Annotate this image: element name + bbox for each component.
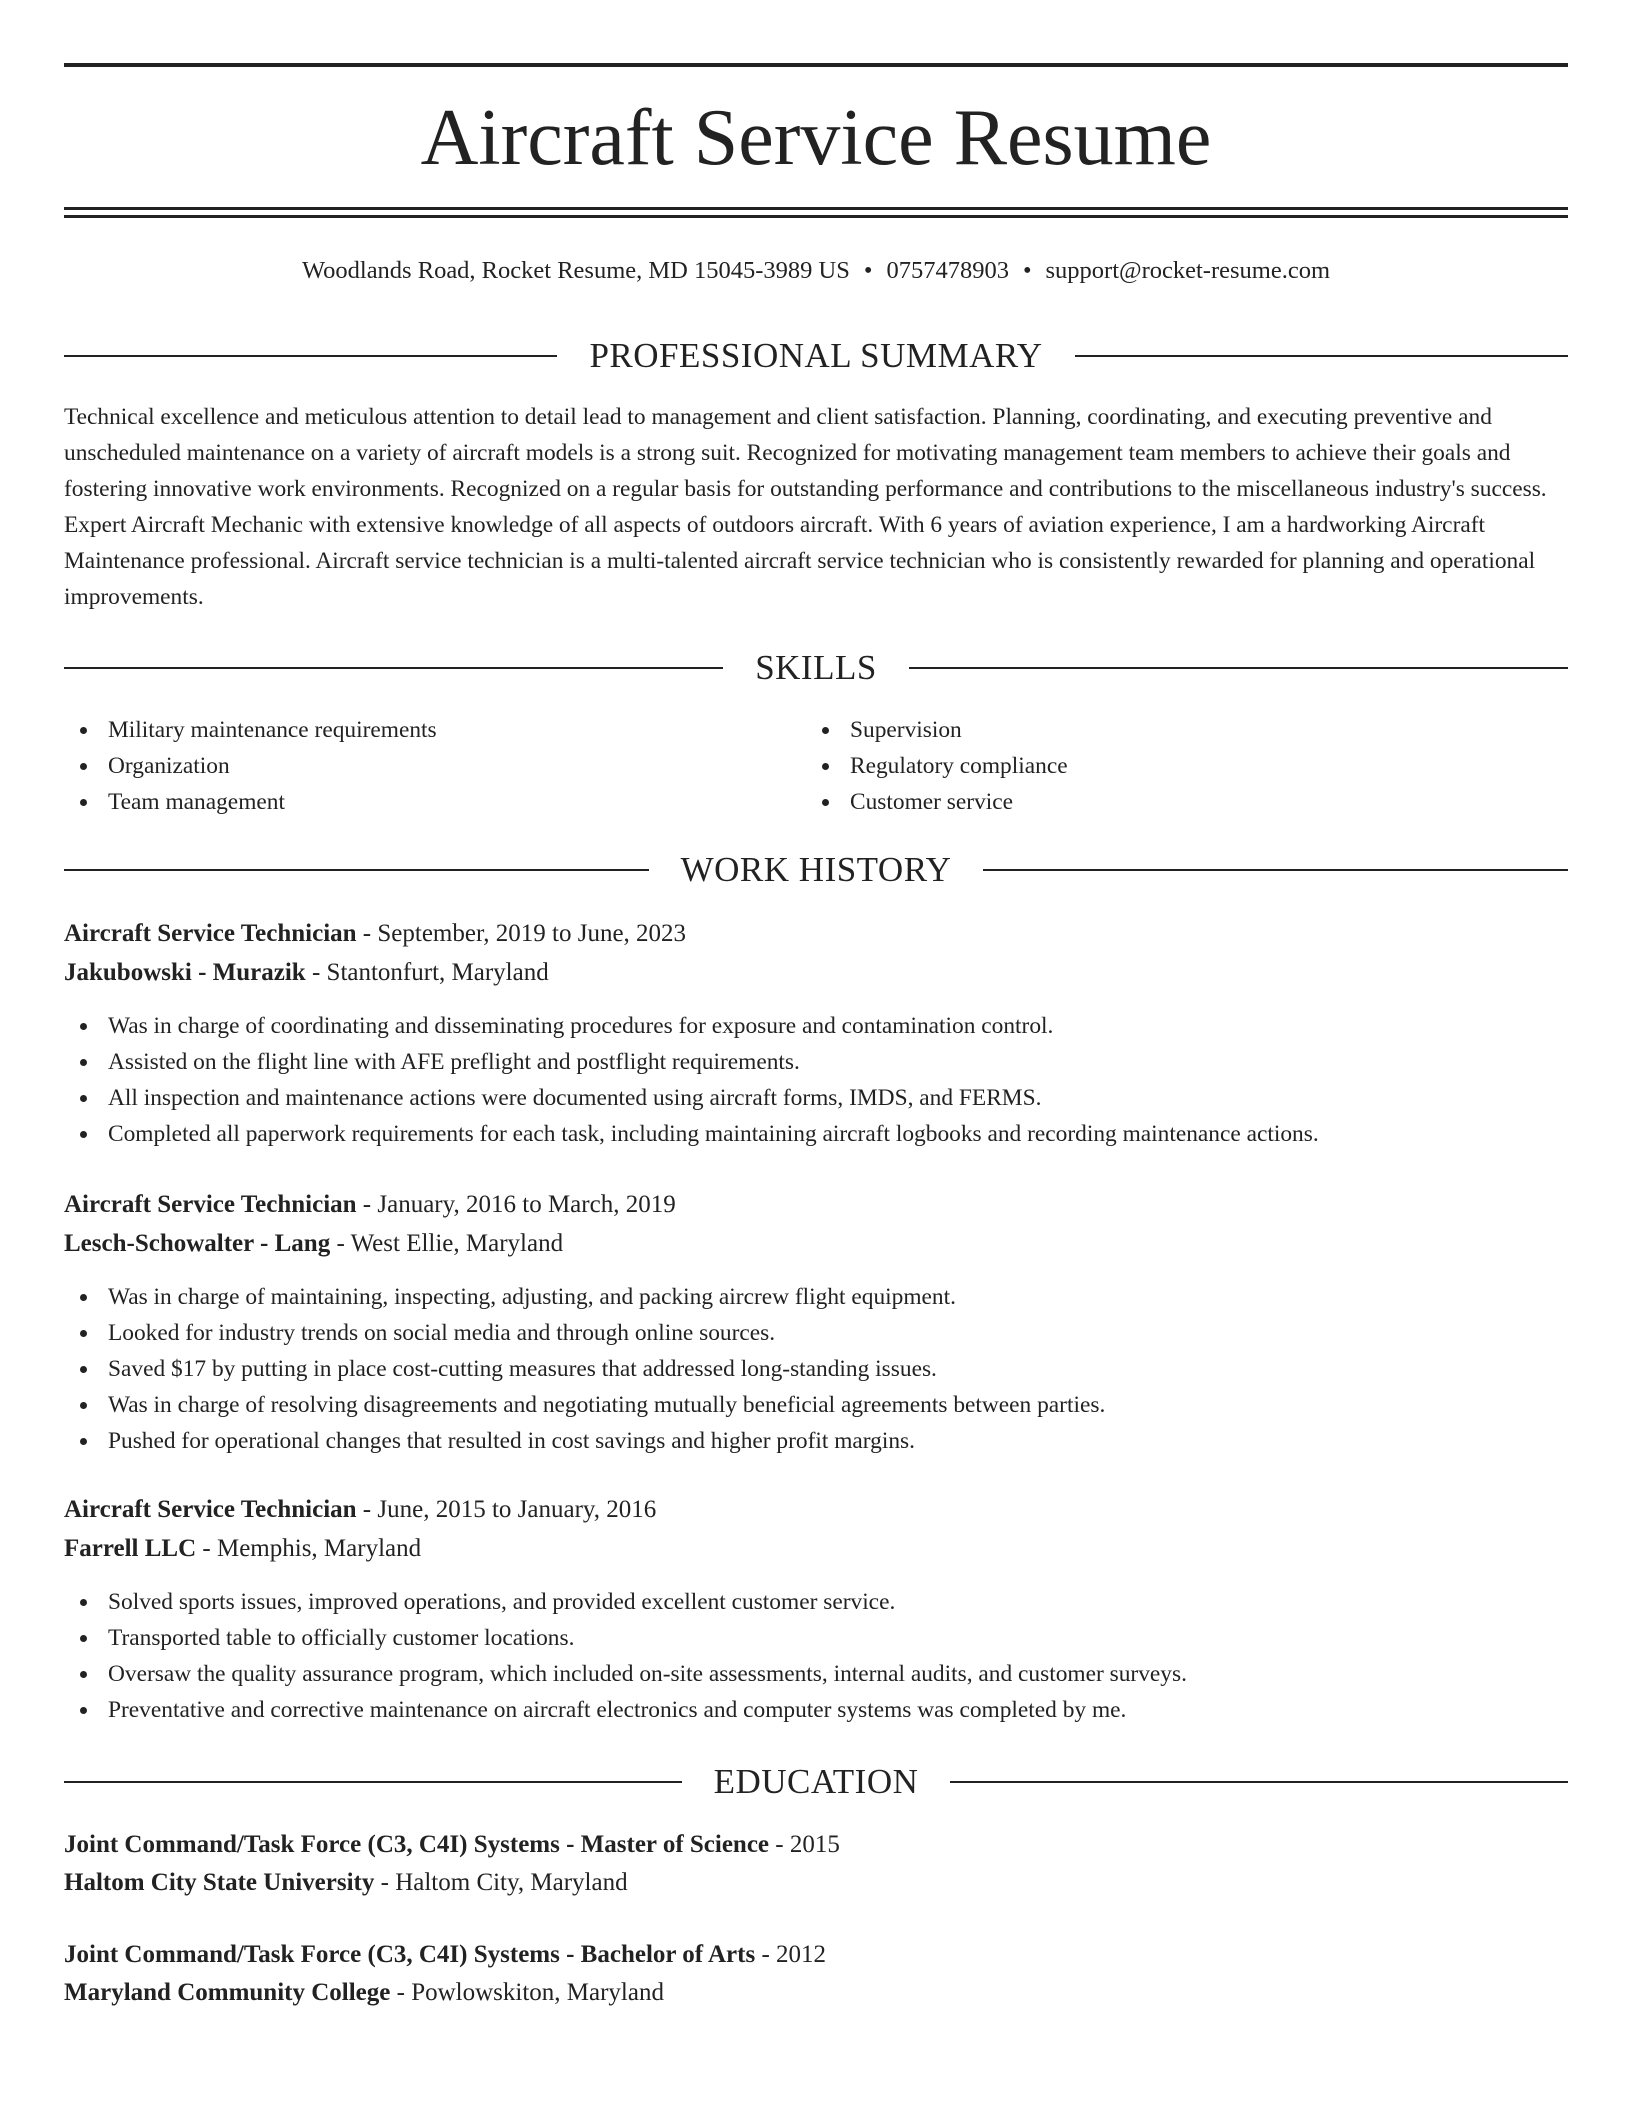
job-title: Aircraft Service Technician xyxy=(64,920,357,947)
bullet-dot xyxy=(80,1366,87,1373)
job-company-line xyxy=(64,1531,1568,1567)
title-rule-upper xyxy=(64,207,1568,210)
heading-rule xyxy=(1075,355,1568,357)
education-school-line xyxy=(64,1865,1568,1901)
bullet-dot xyxy=(822,727,829,734)
job-company: Lesch-Schowalter - Lang xyxy=(64,1230,331,1257)
item-text: Was in charge of maintaining, inspecting, adjusting, and packing aircrew flight equipment. xyxy=(108,1284,956,1310)
education-degree: Joint Command/Task Force (C3, C4I) Systems - Master of Science xyxy=(64,1831,770,1858)
job-bullets xyxy=(64,1279,1568,1459)
item-text: Solved sports issues, improved operations, and provided excellent customer service. xyxy=(108,1589,896,1615)
bullet-dot xyxy=(80,1294,87,1301)
heading-rule xyxy=(950,1781,1568,1783)
job-bullet xyxy=(64,1080,1568,1116)
item-text: Supervision xyxy=(850,717,962,743)
job-company: Jakubowski - Murazik xyxy=(64,959,306,986)
skill-item xyxy=(806,748,1506,784)
item-text: Organization xyxy=(108,753,230,779)
item-text: Was in charge of coordinating and disseminating procedures for exposure and contamination control. xyxy=(108,1013,1054,1039)
heading-rule xyxy=(64,355,557,357)
skills-right-column xyxy=(806,712,1506,820)
education-school: Maryland Community College xyxy=(64,1979,391,2006)
job-location: - West Ellie, Maryland xyxy=(330,1230,564,1257)
item-text: Looked for industry trends on social media and through online sources. xyxy=(108,1320,776,1346)
skill-item xyxy=(64,712,764,748)
item-text: Customer service xyxy=(850,789,1014,815)
bullet-dot xyxy=(80,1330,87,1337)
education-degree: Joint Command/Task Force (C3, C4I) Systems - Bachelor of Arts xyxy=(64,1941,756,1968)
bullet-dot xyxy=(80,1671,87,1678)
bullet-dot xyxy=(80,1635,87,1642)
bullet-dot xyxy=(80,763,87,770)
bullet-dot xyxy=(80,1438,87,1445)
skills-section-heading xyxy=(64,648,1568,688)
item-text: Saved $17 by putting in place cost-cutting measures that addressed long-standing issues. xyxy=(108,1356,937,1382)
education-location: - Haltom City, Maryland xyxy=(374,1869,628,1896)
job-company-line xyxy=(64,1226,1568,1262)
job-bullet xyxy=(64,1584,1568,1620)
job-location: - Stantonfurt, Maryland xyxy=(305,959,549,986)
job-bullet xyxy=(64,1692,1568,1728)
bullet-dot xyxy=(80,1402,87,1409)
item-text: Transported table to officially customer locations. xyxy=(108,1625,575,1651)
job-title-line xyxy=(64,1187,1568,1223)
education-heading: EDUCATION xyxy=(713,1762,919,1801)
education-year: - 2015 xyxy=(769,1831,840,1858)
job-bullet xyxy=(64,1116,1568,1152)
item-text: Military maintenance requirements xyxy=(108,717,437,743)
job-title: Aircraft Service Technician xyxy=(64,1191,357,1218)
bullet-dot xyxy=(80,1023,87,1030)
job-title-line xyxy=(64,1492,1568,1528)
heading-rule xyxy=(909,667,1568,669)
bullet-dot xyxy=(80,799,87,806)
job-bullet xyxy=(64,1387,1568,1423)
bullet-dot xyxy=(80,1059,87,1066)
job-bullet xyxy=(64,1351,1568,1387)
education-school: Haltom City State University xyxy=(64,1869,375,1896)
job-bullet xyxy=(64,1008,1568,1044)
job-title: Aircraft Service Technician xyxy=(64,1496,357,1523)
job-company: Farrell LLC xyxy=(64,1535,197,1562)
item-text: Assisted on the flight line with AFE preflight and postflight requirements. xyxy=(108,1049,800,1075)
item-text: Was in charge of resolving disagreements and negotiating mutually beneficial agreements between parties. xyxy=(108,1392,1106,1418)
heading-rule xyxy=(64,869,649,871)
skills-left-column xyxy=(64,712,764,820)
education-year: - 2012 xyxy=(755,1941,827,1968)
job-dates: - January, 2016 to March, 2019 xyxy=(356,1191,676,1218)
job-bullet xyxy=(64,1620,1568,1656)
contact-line xyxy=(0,254,1632,288)
summary-heading: PROFESSIONAL SUMMARY xyxy=(589,336,1043,375)
contact-email: support@rocket-resume.com xyxy=(1045,257,1331,284)
job-company-line xyxy=(64,955,1568,991)
job-bullets xyxy=(64,1008,1568,1152)
item-text: All inspection and maintenance actions were documented using aircraft forms, IMDS, and FERMS. xyxy=(108,1085,1042,1111)
job-bullet xyxy=(64,1279,1568,1315)
bullet-dot xyxy=(80,1707,87,1714)
skill-item xyxy=(64,748,764,784)
item-text: Regulatory compliance xyxy=(850,753,1068,779)
skill-item xyxy=(806,712,1506,748)
skills-heading: SKILLS xyxy=(755,648,877,687)
item-text: Oversaw the quality assurance program, which included on-site assessments, internal audits, and customer surveys. xyxy=(108,1661,1187,1687)
job-bullet xyxy=(64,1044,1568,1080)
skill-item xyxy=(64,784,764,820)
education-section-heading xyxy=(64,1762,1568,1802)
job-bullet xyxy=(64,1656,1568,1692)
item-text: Pushed for operational changes that resulted in cost savings and higher profit margins. xyxy=(108,1428,916,1454)
heading-rule xyxy=(983,869,1568,871)
education-degree-line xyxy=(64,1827,1568,1863)
contact-separator: • xyxy=(863,257,873,284)
job-bullet xyxy=(64,1315,1568,1351)
contact-address: Woodlands Road, Rocket Resume, MD 15045-3989 US xyxy=(301,257,850,284)
bullet-dot xyxy=(822,799,829,806)
skill-item xyxy=(806,784,1506,820)
education-degree-line xyxy=(64,1937,1568,1973)
title-rule-lower xyxy=(64,215,1568,218)
bullet-dot xyxy=(822,763,829,770)
job-location: - Memphis, Maryland xyxy=(196,1535,422,1562)
bullet-dot xyxy=(80,1599,87,1606)
work-section-heading xyxy=(64,850,1568,890)
item-text: Completed all paperwork requirements for each task, including maintaining aircraft logbooks and recording maintenance actions. xyxy=(108,1121,1319,1147)
job-bullets xyxy=(64,1584,1568,1728)
work-heading: WORK HISTORY xyxy=(680,850,952,889)
heading-rule xyxy=(64,1781,682,1783)
education-school-line xyxy=(64,1975,1568,2011)
resume-title: Aircraft Service Resume xyxy=(420,94,1212,182)
job-dates: - June, 2015 to January, 2016 xyxy=(356,1496,657,1523)
summary-text: Technical excellence and meticulous attention to detail lead to management and client satisfaction. Planning, coordinating, and executing preventive and unscheduled maintenance on a variety of aircraft models is a strong suit. Recognized for motivating management team members to achieve their goals and fostering innovative work environments. Recognized on a regular basis for outstanding performance and contributions to the miscellaneous industry's success. Expert Aircraft Mechanic with extensive knowledge of all aspects of outdoors aircraft. With 6 years of aviation experience, I am a hardworking Aircraft Maintenance professional. Aircraft service technician is a multi-talented aircraft service technician who is consistently rewarded for planning and operational improvements. xyxy=(64,404,1547,610)
job-dates: - September, 2019 to June, 2023 xyxy=(356,920,687,947)
contact-phone: 0757478903 xyxy=(886,257,1009,284)
item-text: Preventative and corrective maintenance on aircraft electronics and computer systems was completed by me. xyxy=(108,1697,1127,1723)
heading-rule xyxy=(64,667,723,669)
bullet-dot xyxy=(80,727,87,734)
bullet-dot xyxy=(80,1095,87,1102)
job-title-line xyxy=(64,916,1568,952)
education-location: - Powlowskiton, Maryland xyxy=(390,1979,664,2006)
item-text: Team management xyxy=(108,789,285,815)
top-rule xyxy=(64,63,1568,67)
bullet-dot xyxy=(80,1131,87,1138)
contact-separator: • xyxy=(1022,257,1032,284)
summary-section-heading xyxy=(64,336,1568,376)
job-bullet xyxy=(64,1423,1568,1459)
